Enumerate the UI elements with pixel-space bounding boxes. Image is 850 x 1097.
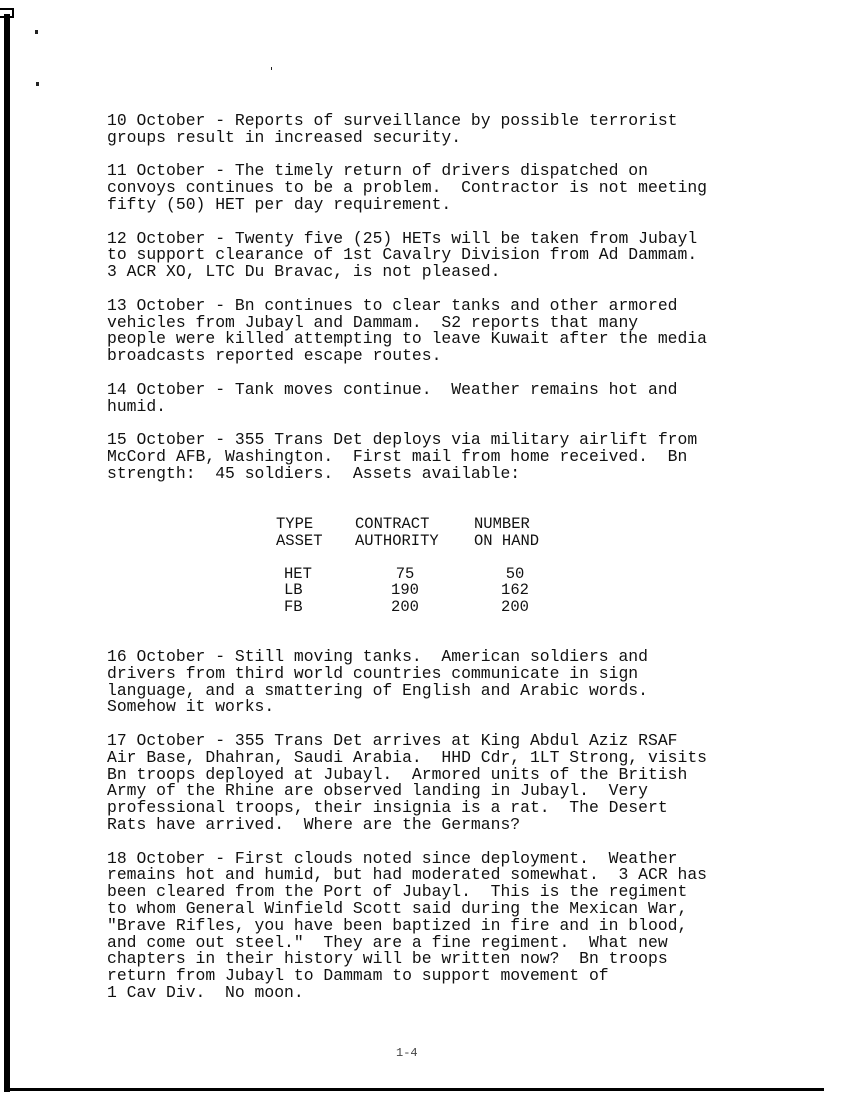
table-header-row <box>276 533 575 550</box>
header-number: NUMBER <box>474 515 530 533</box>
text-line: vehicles from Jubayl and Dammam. S2 reports that many <box>107 312 639 332</box>
text-line: return from Jubayl to Dammam to support movement of <box>107 966 609 986</box>
text-line: Rats have arrived. Where are the Germans? <box>107 814 521 834</box>
text-line: Air Base, Dhahran, Saudi Arabia. HHD Cdr, 1LT Strong, visits <box>107 747 707 767</box>
cell-authority: 200 <box>391 597 419 616</box>
diary-entry <box>107 730 707 834</box>
text-line: and come out steel." They are a fine regiment. What new <box>107 932 668 952</box>
cell-type: FB <box>284 597 303 616</box>
cell-type: LB <box>284 581 303 600</box>
diary-entry <box>107 113 827 147</box>
diary-entry <box>107 649 707 716</box>
document-body-top <box>107 113 827 499</box>
text-line: drivers from third world countries communicate in sign <box>107 663 639 683</box>
text-line: people were killed attempting to leave Kuwait after the media <box>107 329 707 349</box>
text-line: "Brave Rifles, you have been baptized in fire and in blood, <box>107 915 688 935</box>
scan-frame-left-edge <box>4 14 10 1092</box>
document-body-bottom <box>107 649 707 1019</box>
cell-on-hand: 50 <box>505 564 525 583</box>
text-line: McCord AFB, Washington. First mail from home received. Bn <box>107 446 688 466</box>
text-line: remains hot and humid, but had moderated somewhat. 3 ACR has <box>107 865 707 885</box>
text-line: 18 October - First clouds noted since deployment. Weather <box>107 848 678 868</box>
text-line: convoys continues to be a problem. Contractor is not meeting <box>107 178 707 198</box>
table-row <box>276 566 575 583</box>
header-on-hand: ON HAND <box>474 531 540 550</box>
text-line: Bn troops deployed at Jubayl. Armored units of the British <box>107 764 688 784</box>
text-line: humid. <box>107 396 167 416</box>
text-line: broadcasts reported escape routes. <box>107 346 442 366</box>
text-line: professional troops, their insignia is a rat. The Desert <box>107 798 668 818</box>
text-line: Somehow it works. <box>107 697 275 717</box>
table-row <box>276 599 575 616</box>
text-line: 1 Cav Div. No moon. <box>107 982 304 1002</box>
text-line: strength: 45 soldiers. Assets available: <box>107 463 521 483</box>
text-line: fifty (50) HET per day requirement. <box>107 194 452 214</box>
diary-entry <box>107 379 827 416</box>
page-number: 1-4 <box>396 1046 418 1060</box>
text-line: 16 October - Still moving tanks. American soldiers and <box>107 647 648 666</box>
header-asset: ASSET <box>276 531 323 550</box>
cell-authority: 75 <box>395 564 415 583</box>
cell-on-hand: 162 <box>501 581 529 600</box>
text-line: Army of the Rhine are observed landing in Jubayl. Very <box>107 781 648 801</box>
text-line: been cleared from the Port of Jubayl. This is the regiment <box>107 882 688 902</box>
text-line: 12 October - Twenty five (25) HETs will be taken from Jubayl <box>107 228 698 248</box>
scan-frame-bottom-edge <box>4 1088 824 1091</box>
text-line: 13 October - Bn continues to clear tanks and other armored <box>107 295 678 315</box>
cell-on-hand: 200 <box>501 597 529 616</box>
text-line: 3 ACR XO, LTC Du Bravac, is not pleased. <box>107 262 501 282</box>
scan-speck <box>271 67 272 70</box>
assets-table <box>276 516 575 616</box>
scan-speck <box>35 30 38 34</box>
text-line: 11 October - The timely return of drivers dispatched on <box>107 161 648 181</box>
text-line: 10 October - Reports of surveillance by possible terrorist <box>107 111 678 130</box>
text-line: 15 October - 355 Trans Det deploys via military airlift from <box>107 430 698 450</box>
diary-entry <box>107 228 827 282</box>
diary-entry <box>107 295 827 366</box>
text-line: 14 October - Tank moves continue. Weather remains hot and <box>107 379 678 399</box>
text-line: language, and a smattering of English and Arabic words. <box>107 680 648 700</box>
diary-entry <box>107 848 707 1002</box>
diary-entry <box>107 163 827 213</box>
header-type: TYPE <box>276 515 314 533</box>
cell-type: HET <box>284 564 312 583</box>
text-line: to whom General Winfield Scott said during the Mexican War, <box>107 898 688 918</box>
header-authority: AUTHORITY <box>355 531 439 550</box>
text-line: groups result in increased security. <box>107 127 462 147</box>
text-line: to support clearance of 1st Cavalry Division from Ad Dammam. <box>107 245 698 265</box>
header-contract: CONTRACT <box>355 515 430 533</box>
table-row <box>276 582 575 599</box>
diary-entry <box>107 432 827 482</box>
text-line: 17 October - 355 Trans Det arrives at King Abdul Aziz RSAF <box>107 730 678 750</box>
table-header-row <box>276 516 575 533</box>
scan-speck <box>36 82 39 86</box>
cell-authority: 190 <box>391 581 419 600</box>
text-line: chapters in their history will be written now? Bn troops <box>107 949 668 969</box>
